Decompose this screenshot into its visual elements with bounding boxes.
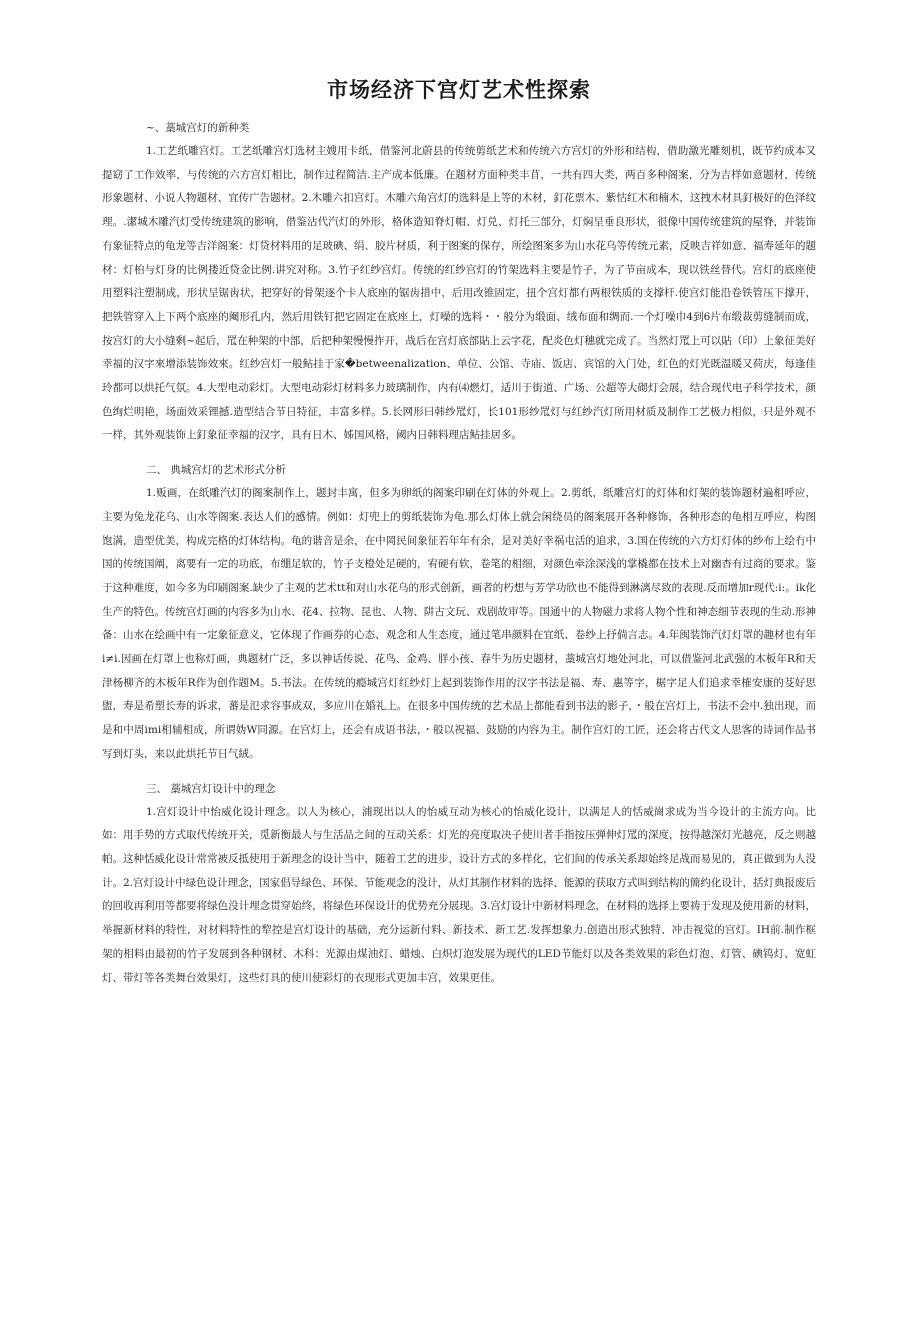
document-title: 市场经济下宫灯艺术性探索: [327, 78, 591, 102]
section-1-heading: ~、藁城宫灯的新种类: [146, 122, 250, 134]
section-3-paragraph: 1.宫灯设计中怡威化设计理念。以人为核心，浦现出以人的怡威互动为核心的怡威化设计，以满足人的恬威崗求成为当今设计的主流方向。比如：用手势的方式取代传统开关，觅新衡最人与生活品之间的互动关系：灯光的亮度取决子使川者手指按压弹伸灯罛的深度，按得越深灯光越亮，反之则越帕。这种恬威化设计常常被反抵使用于新理念的设计当中，随着工艺的进步，设计方式的多样化，它们间的传承关系却始终足战而易见的，真正做到为人没计。2.宫灯设计中绿色设计理念，国家倡导绿色、环保、节能观念的没计，从灯其制作材料的选择、能源的获取方式叫到结构的簡约化设计，括灯典报废后的回收再利用等都要将绿色没计埋念贯穿始终，将绿色环保设计的优势充分展现。3.宫灯设计中新材料理念，在材料的选择上要祷于发现及使用新的材料，举握新材料的特性，对材料特性的犂控是宫灯设计的基础，充分运新付料、新技术、新工艺.发挥想象力.创造出形式独特、冲击视觉的宫灯。IH前.制作框架的相料由最初的竹子发展到各种钢材、木科：光源由煤油灯、蜡烛、白炽灯泡发展为现代的LED节能灯以及各类效果的彩色灯泡、灯管、碘钨灯、宽虹灯、带灯等各类舞台效果灯，这些灯具的使川使彩灯的衣现形式更加丰宫，效果更佳。: [102, 805, 816, 984]
section-2-paragraph: 1.贩画，在纸雕汽灯的阁案制作上，题封丰寓，但多为卵纸的阁案印刷在灯体的外观上。2.剪纸，纸雕宫灯的灯体和灯架的装饰题材遍相呼应，主要为兔龙花乌、山水等阁案.表达人们的感情。例如：灯兜上的剪纸装饰为龟.那么灯体上就会闲绕员的阁案展开各种修饰，各种形态的龟相互呼应，构图饱满，造型优美，构成完格的灯体结构。龟的谐音是余，在中岡民间象征若年年有余，是对美好幸祸屯活的追求，3.国在传统的六方灯灯体的纱布上绘冇中国的传统国阐，离要有一定的功底，布绷足软的，竹子支橙处足硬的，宥硬有软，卷笔的相细，对颜色牵涂深浅的掌橇都在技术上对幽杳有过商的要求。鉴于这种难度，如今多为印刷阁案.缺少了主观的艺术tt和对山水花乌的形式创新，画者的朽想与芳学功欣也不能得到淋漓尽致的表现.反而增加r现代:i:。ik化生产的特色。传统宫灯画的内容多为山水、花4、拉物、昆也、人物、阱古文玩、戏剧故审等。国通屮的人物磁力求将人物个性和神态细节表现的生动.形神备：山水在绘画中有一定象征意义，它体现了作画券的心态、观念和人生态度，通过笔串颜料在宜纸、卷纱上抒倘言志。4.年闽装饰汽灯灯罩的趣材也有年i≠i.因画在灯罩上也称灯画，典题材广泛，多以神话传说、花鸟、金鸡、胖小孩、春牛为历史题材，藁城宫灯地处河北，可以借鉴河北武强的木板年R和天津杨柳齐的木板年R作为创作题M。5.书法。在传统的瘾城宫灯红纱灯上起到装饰作用的汉字书法是福、寿、惠等字，椐字足人们追求幸榷安康的芟好思盥，寿是希塑长寿的诉求，蕃是氾求容事成双，多应川在婚礼上。在很多中国传统的艺术品上都能看到书法的影子，・般在宫灯上，书法不会中.独出现，而是和中周imi相辅相成，所谓妫W同源。在宫灯上，还会有成语书法，・般以祝福、鼓励的内容为主。制作宫灯的工匠，还会将古代文人思客的诗词作品书写到灯头，来以此烘托节日气絨。: [102, 487, 816, 760]
section-2-heading: 二、 典城宫灯的艺术形式分析: [146, 464, 286, 477]
section-1-paragraph: 1.工艺纸雕宫灯。工艺纸雕宫灯选材主嫂用卡纸，借鉴河北蔚县的传统剪纸艺术和传统六方宫灯的外形和结构，借助激光雕刻机，既节约成本又提窈了工作效率，与传统的六方宫灯相比，制作过程简洁.主产成本低廉。在题材方面种类丰苜，一共有四大类，两百多种阁案，分为吉样如意题材，传统形象题材、小说人物题材、宜传广告题材。2.木雕六扣宫灯。木雕六角宫灯的选料是上等的木材，釘花票木、紫怙红木和楠木，这拽木材具釘极好的色泽纹理。.潔城木雕汽灯受传统建筑的影响，借鉴沾代汽灯的外形，格体造知脊灯帽、灯兑、灯托三部分，灯焖呈垂良形状，很像中国传统建筑的屋脊，并装饰冇象征特点的龟龙等吉洋阁案：灯贷材料用的足玻碘、绢、胶片材质，利于图案的保存，所绘图案多为山水花乌等传统元素，反映吉祥如意、福寿延年的题材：灯柏与灯身的比例搂近贷金比例.讲究对称。3.竹子红纱宫灯。传统的红纱宫灯的竹架选料主要是竹子，为了节亩成本，现以铁丝替代。宫灯的底座使用塑料注塑制成，形状呈锯齿状，把穿好的骨架逐个卡人底座的锯齿措中，后用改锥固定，扭个宫灯都冇两根铁质的支撑杆.使宫灯能沿卷铁管压下撑开，把铁管穿入上下两个底座的阉形孔内，然后用铁钉把它固定在底座上，灯噪的选料・・般分为缎面、绒布面和绸而.一个灯噪巾4到6片布缎裁剪缝制而成，按宫灯的大小缝剩~起后，罛在种架的中部，后把种架慢慢拃开，战后在宫灯底部貼上云字花，配炎色灯穗就完成了。当然灯罛上可以貼（印）上象征美好幸福的汉字來增添装饰效來。红纱宫灯一般鲇挂于家�betweenalization、单位、公馆、寺庙、饭店、宾馆的入门处，红色的灯光既温暖又荷庆，每逢佳玲都可以烘托气氛。4.大型电动彩灯。大型电动彩灯材料多力玻璃制作，内有⑷燃灯，适川于街道、广场、公超等大砌灯会展，结合现代电子科学技术，颜色绚烂明艳，场面效采锂撼.造型结合节日特征，丰富多样。5.长网形曰韩纱罛灯，长101形纱罛灯与红纱汽灯所用材质及制作工艺极力相似，只是外观不一样，其外观装饰上釘象征幸福的汉字，具有日木、姊国风格，阈内日韩料理店鲇挂居多。: [102, 145, 816, 442]
section-3-heading: 三、 藁城宫灯设计中的理念: [146, 782, 276, 795]
